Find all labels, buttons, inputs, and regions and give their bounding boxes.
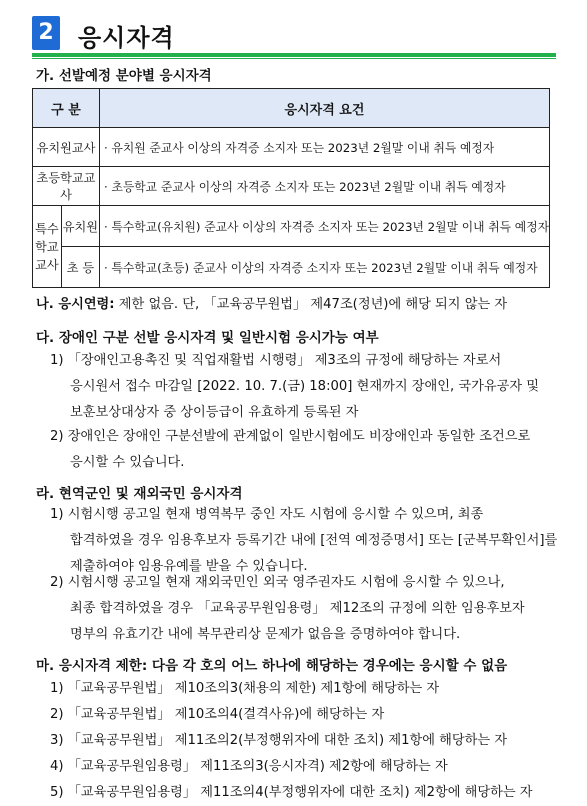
table-row xyxy=(33,167,550,206)
row-condition: · 특수학교(유치원) 준교사 이상의 자격증 소지자 또는 2023년 2월말 이내 취득 예정자 xyxy=(99,206,549,247)
ra-item-1 xyxy=(50,502,557,580)
section-number-badge: 2 xyxy=(32,16,60,50)
ra-item-2 xyxy=(50,570,525,648)
text-line: 2) 장애인은 장애인 구분선발에 관계없이 일반시험에도 비장애인과 동일한 조건으로 xyxy=(50,429,531,444)
heading-ga: 가. 선발예정 분야별 응시자격 xyxy=(36,68,212,84)
da-item-1 xyxy=(50,348,539,426)
ma-items xyxy=(50,676,533,806)
text-line: 최종 합격하였을 경우 「교육공무원임용령」 제12조의 규정에 의한 임용후보자 xyxy=(70,601,525,616)
list-item: 4) 「교육공무원임용령」 제11조의3(응시자격) 제2항에 해당하는 자 xyxy=(50,759,448,774)
list-item: 1) 「교육공무원법」 제10조의3(채용의 제한) 제1항에 해당하는 자 xyxy=(50,681,440,696)
table-row xyxy=(33,206,550,247)
section-title: 응시자격 xyxy=(78,24,175,52)
row-sublabel: 유치원 xyxy=(61,206,99,247)
list-item: 5) 「교육공무원임용령」 제11조의4(부정행위자에 대한 조치) 제2항에 해당하는 자 xyxy=(50,785,533,800)
heading-da: 다. 장애인 구분 선발 응시자격 및 일반시험 응시가능 여부 xyxy=(36,330,379,346)
row-label: 초등학교교사 xyxy=(33,167,100,206)
table-header-category: 구 분 xyxy=(33,89,100,128)
row-condition: · 유치원 준교사 이상의 자격증 소지자 또는 2023년 2월말 이내 취득 예정자 xyxy=(99,128,549,167)
list-item: 2) 「교육공무원법」 제10조의4(결격사유)에 해당하는 자 xyxy=(50,707,385,722)
text-line: 응시원서 접수 마감일 [2022. 10. 7.(금) 18:00] 현재까지 장애인, 국가유공자 및 xyxy=(70,379,540,394)
header-rule-thin xyxy=(32,58,556,59)
age-text: 제한 없음. 단, 「교육공무원법」 제47조(정년)에 해당 되지 않는 자 xyxy=(114,297,508,312)
special-school-label: 특수 학교 교사 xyxy=(33,206,62,288)
text-line: 1) 「장애인고용촉진 및 직업재활법 시행령」 제3조의 규정에 해당하는 자로서 xyxy=(50,353,502,368)
text-line: 합격하였을 경우 임용후보자 등록기간 내에 [전역 예정증명서] 또는 [군복무확인서]를 xyxy=(70,533,558,548)
text-line: 명부의 유효기간 내에 복무관리상 문제가 없음을 증명하여야 합니다. xyxy=(70,627,461,642)
qualification-table xyxy=(32,88,550,288)
row-label: 유치원교사 xyxy=(33,128,100,167)
section-header xyxy=(32,14,552,52)
da-item-2 xyxy=(50,424,530,476)
row-condition: · 특수학교(초등) 준교사 이상의 자격증 소지자 또는 2023년 2월말 이내 취득 예정자 xyxy=(99,247,549,288)
text-line: 보훈보상대상자 중 상이등급이 유효하게 등록된 자 xyxy=(70,405,359,420)
row-sublabel: 초 등 xyxy=(61,247,99,288)
heading-ma: 마. 응시자격 제한: 다음 각 호의 어느 하나에 해당하는 경우에는 응시할 수 없음 xyxy=(36,658,508,674)
table-header-requirements: 응시자격 요건 xyxy=(99,89,549,128)
text-line: 1) 시험시행 공고일 현재 병역복무 중인 자도 시험에 응시할 수 있으며, 최종 xyxy=(50,507,484,522)
header-rule xyxy=(32,53,556,57)
table-row xyxy=(33,247,550,288)
age-line xyxy=(36,292,507,318)
text-line: 제출하여야 임용유예를 받을 수 있습니다. xyxy=(70,559,308,574)
row-condition: · 초등학교 준교사 이상의 자격증 소지자 또는 2023년 2월말 이내 취득 예정자 xyxy=(99,167,549,206)
list-item: 3) 「교육공무원법」 제11조의2(부정행위자에 대한 조치) 제1항에 해당하는 자 xyxy=(50,733,508,748)
text-line: 2) 시험시행 공고일 현재 재외국민인 외국 영주권자도 시험에 응시할 수 있으나, xyxy=(50,575,505,590)
text-line: 응시할 수 있습니다. xyxy=(70,455,185,470)
table-row xyxy=(33,128,550,167)
heading-na: 나. 응시연령: xyxy=(36,297,115,312)
heading-ra: 라. 현역군인 및 재외국민 응시자격 xyxy=(36,486,243,502)
